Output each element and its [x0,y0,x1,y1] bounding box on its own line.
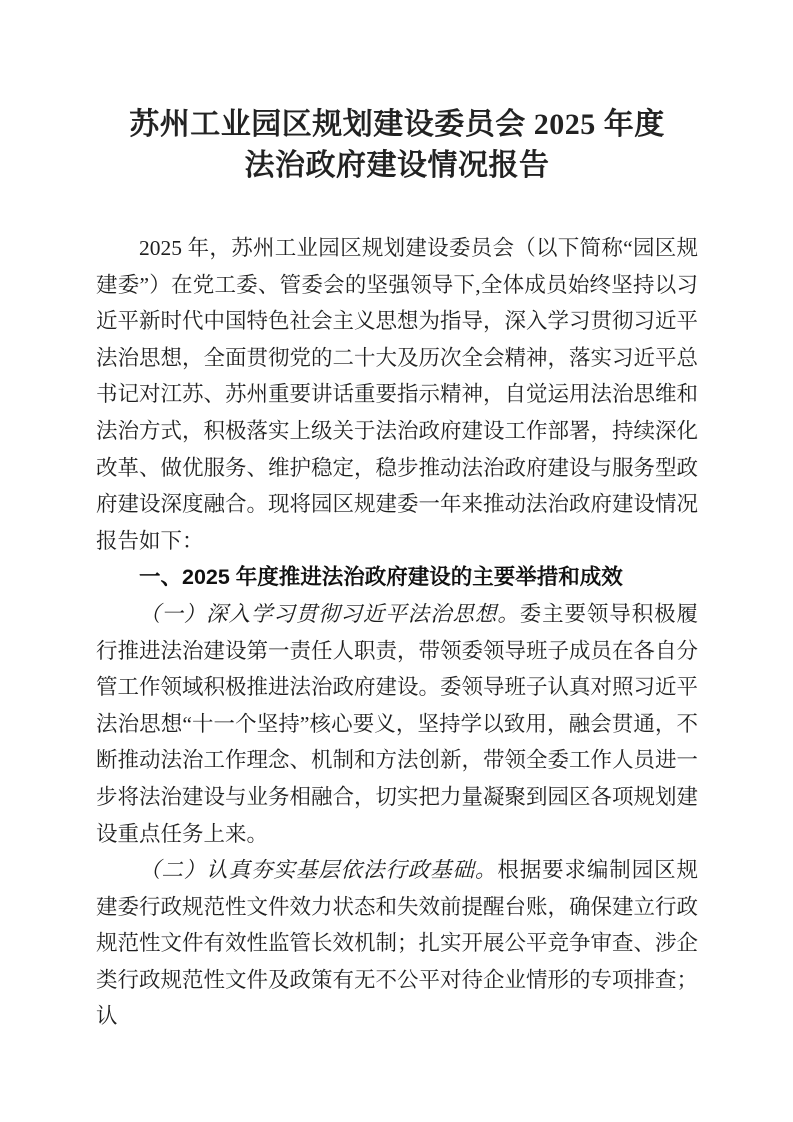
document-title [96,104,698,186]
paragraph-text: 委主要领导积极履行推进法治建设第一责任人职责，带领委领导班子成员在各自分管工作领域积极推进法治政府建设。委领导班子认真对照习近平法治思想“十一个坚持”核心要义，坚持学以致用，融会贯通，不断推动法治工作理念、机制和方法创新，带领全委工作人员进一步将法治建设与业务相融合，切实把力量凝聚到园区各项规划建设重点任务上来。 [96,601,699,846]
paragraph-text: 根据要求编制园区规建委行政规范性文件效力状态和失效前提醒台账，确保建立行政规范性文件有效性监管长效机制；扎实开展公平竞争审查、涉企类行政规范性文件及政策有无不公平对待企业情形的专项排查；认 [96,858,699,1029]
paragraph-text: 一、2025 年度推进法治政府建设的主要举措和成效 [139,565,623,590]
paragraph-lead: （一）深入学习贯彻习近平法治思想。 [139,601,520,626]
section-heading [96,559,698,596]
paragraph [96,852,698,1035]
paragraph [96,596,698,852]
paragraph-lead: （二）认真夯实基层依法行政基础。 [139,858,498,883]
paragraph [96,230,698,559]
title-line-1: 苏州工业园区规划建设委员会 2025 年度 [129,108,665,141]
document-body [96,230,698,1035]
title-line-2: 法治政府建设情况报告 [244,149,550,182]
paragraph-text: 2025 年，苏州工业园区规划建设委员会（以下简称“园区规建委”）在党工委、管委会的坚强领导下,全体成员始终坚持以习近平新时代中国特色社会主义思想为指导，深入学习贯彻习近平法治思想，全面贯彻党的二十大及历次全会精神，落实习近平总书记对江苏、苏州重要讲话重要指示精神，自觉运用法治思维和法治方式，积极落实上级关于法治政府建设工作部署，持续深化改革、做优服务、维护稳定，稳步推动法治政府建设与服务型政府建设深度融合。现将园区规建委一年来推动法治政府建设情况报告如下： [96,236,699,553]
